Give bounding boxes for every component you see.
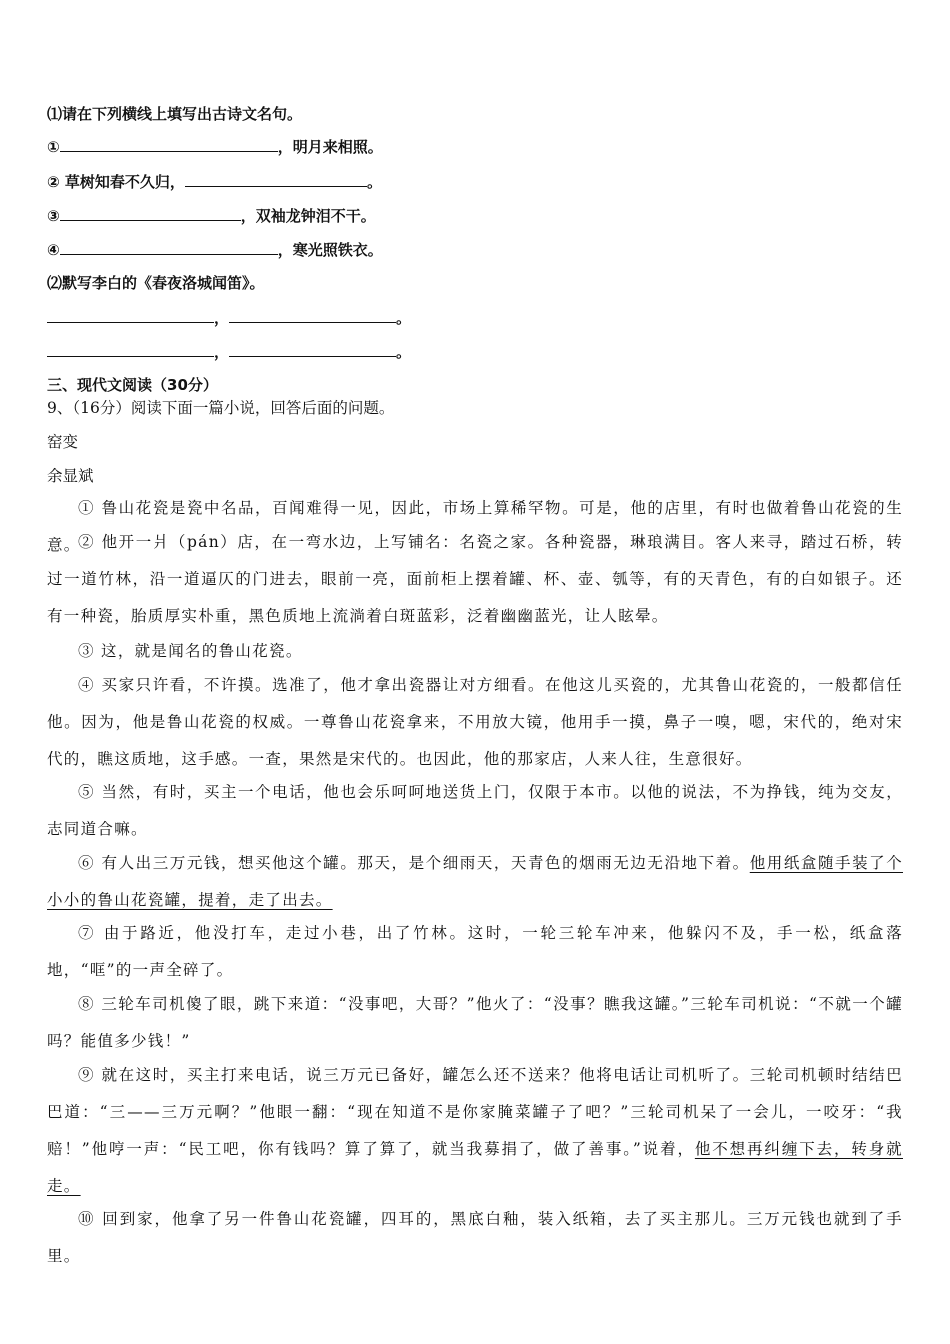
paragraph-9-text: ⑨ 就在这时，买主打来电话，说三万元已备好，罐怎么还不送来？他将电话让司机听了。三轮司机顿时结结巴巴道：“三——三万元啊？”他眼一翻：“现在知道不是你家腌菜罐子了吧？”三轮司机呆了一会儿，一咬牙：“我赔！”他哼一声：“民工吧，你有钱吗？算了算了，就当我募捐了，做了善事。”说着， <box>47 1066 903 1158</box>
item-4-prefix: ④ <box>47 241 60 259</box>
comma-2: ， <box>214 343 230 361</box>
paragraph-6 <box>47 845 903 919</box>
paragraph-9 <box>47 1057 903 1205</box>
answer-blank-4[interactable] <box>60 239 278 255</box>
period-2: 。 <box>396 343 412 361</box>
item-2-suffix: 。 <box>366 173 382 191</box>
answer-blank-2[interactable] <box>185 171 367 187</box>
period-1: 。 <box>396 309 412 327</box>
answer-blank-5[interactable] <box>47 307 214 323</box>
answer-blank-1[interactable] <box>60 136 278 152</box>
paragraph-3: ③ 这，就是闻名的鲁山花瓷。 <box>78 642 303 660</box>
poem-line-1 <box>47 307 411 328</box>
poem-item-4 <box>47 239 383 260</box>
poem-item-3 <box>47 205 376 226</box>
poem-item-2 <box>47 171 382 192</box>
paragraph-8: ⑧ 三轮车司机傻了眼，跳下来道：“没事吧，大哥？”他火了：“没事？瞧我这罐。”三轮车司机说：“不就一个罐吗？能值多少钱！” <box>47 995 903 1050</box>
item-2-prefix: ② 草树知春不久归， <box>47 173 185 191</box>
answer-blank-3[interactable] <box>60 205 241 221</box>
paragraph-7: ⑦ 由于路近，他没打车，走过小巷，出了竹林。这时，一轮三轮车冲来，他躲闪不及，手一松，纸盒落地，“哐”的一声全碎了。 <box>47 924 903 979</box>
paragraph-6-text: ⑥ 有人出三万元钱，想买他这个罐。那天，是个细雨天，天青色的烟雨无边无沿地下着。 <box>78 854 750 872</box>
q1-intro: ⑴请在下列横线上填写出古诗文名句。 <box>47 105 303 123</box>
story-title: 窑变 <box>47 433 79 451</box>
item-3-suffix: ，双袖龙钟泪不干。 <box>240 207 376 225</box>
paragraph-9-underlined: 他不想再纠缠下去，转身就走。 <box>47 1140 903 1195</box>
paragraph-4: ④ 买家只许看，不许摸。选准了，他才拿出瓷器让对方细看。在他这儿买瓷的，尤其鲁山花瓷的，一般都信任他。因为，他是鲁山花瓷的权威。一尊鲁山花瓷拿来，不用放大镜，他用手一摸，鼻子一嗅，嗯，宋代的，绝对宋代的，瞧这质地，这手感。一查，果然是宋代的。也因此，他的那家店，人来人往，生意很好。 <box>47 676 903 768</box>
paragraph-10: ⑩ 回到家，他拿了另一件鲁山花瓷罐，四耳的，黑底白釉，装入纸箱，去了买主那儿。三万元钱也就到了手里。 <box>47 1210 903 1265</box>
poem-item-1 <box>47 136 383 157</box>
item-1-prefix: ① <box>47 138 60 156</box>
paragraph-1: ① 鲁山花瓷是瓷中名品，百闻难得一见，因此，市场上算稀罕物。可是，他的店里，有时也做着鲁山花瓷的生意。 <box>47 499 903 554</box>
comma-1: ， <box>214 309 230 327</box>
item-1-suffix: ，明月来相照。 <box>277 138 383 156</box>
poem-line-2 <box>47 341 411 362</box>
answer-blank-7[interactable] <box>47 341 214 357</box>
answer-blank-6[interactable] <box>229 307 396 323</box>
paragraph-2: ② 他开一爿（pán）店，在一弯水边，上写铺名：名瓷之家。各种瓷器，琳琅满目。客人来寻，踏过石桥，转过一道竹林，沿一道逼仄的门进去，眼前一亮，面前柜上摆着罐、杯、壶、瓠等，有的天青色，有的白如银子。还有一种瓷，胎质厚实朴重，黑色质地上流淌着白斑蓝彩，泛着幽幽蓝光，让人眩晕。 <box>47 533 903 625</box>
item-4-suffix: ，寒光照铁衣。 <box>277 241 383 259</box>
paragraph-6-underlined: 他用纸盒随手装了个小小的鲁山花瓷罐，提着，走了出去。 <box>47 854 903 909</box>
answer-blank-8[interactable] <box>229 341 396 357</box>
question-9: 9、（16分）阅读下面一篇小说，回答后面的问题。 <box>47 399 395 417</box>
story-author: 余显斌 <box>47 467 94 485</box>
item-3-prefix: ③ <box>47 207 60 225</box>
section-3-heading: 三、现代文阅读（30分） <box>47 376 218 394</box>
paragraph-5: ⑤ 当然，有时，买主一个电话，他也会乐呵呵地送货上门，仅限于本市。以他的说法，不为挣钱，纯为交友，志同道合嘛。 <box>47 783 903 838</box>
q2-intro: ⑵默写李白的《春夜洛城闻笛》。 <box>47 274 265 292</box>
